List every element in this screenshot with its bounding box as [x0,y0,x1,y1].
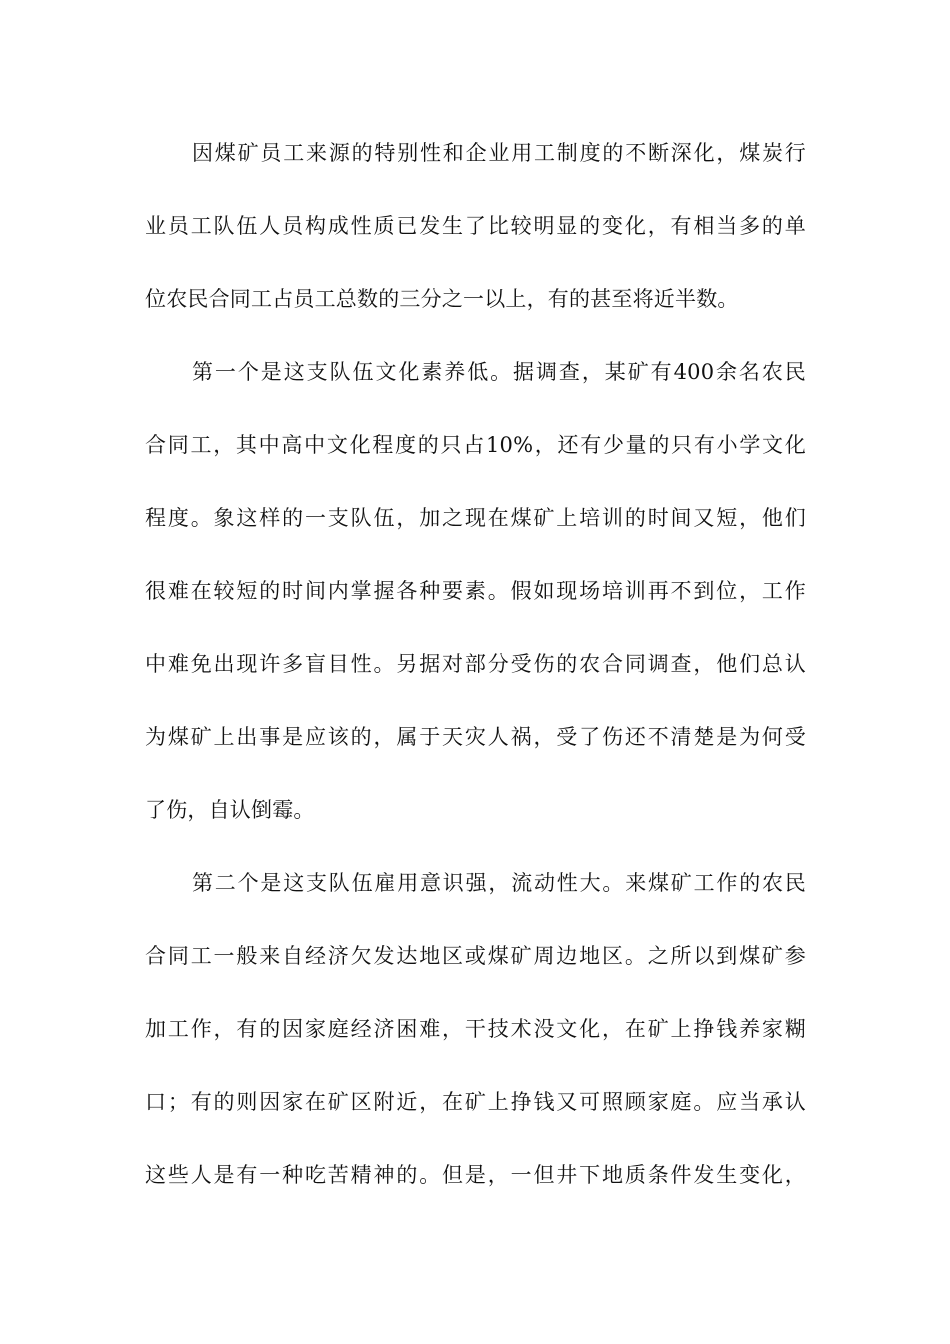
paragraph-3-line-4: 口；有的则因家在矿区附近，在矿上挣钱又可照顾家庭。应当承认 [145,1090,806,1114]
paragraph-1-line-3: 位农民合同工占员工总数的三分之一以上，有的甚至将近半数。 [145,287,739,311]
paragraph-2-line-5: 中难免出现许多盲目性。另据对部分受伤的农合同调查，他们总认 [145,652,806,676]
paragraph-3-line-3: 加工作，有的因家庭经济困难，干技术没文化，在矿上挣钱养家糊 [145,1017,806,1041]
paragraph-3-line-1: 第二个是这支队伍雇用意识强，流动性大。来煤矿工作的农民 [192,871,806,895]
paragraph-2-line-4: 很难在较短的时间内掌握各种要素。假如现场培训再不到位，工作 [145,579,806,603]
paragraph-2-line-1: 第一个是这支队伍文化素养低。据调查，某矿有400余名农民 [192,360,806,384]
paragraph-2-line-3: 程度。象这样的一支队伍，加之现在煤矿上培训的时间又短，他们 [145,506,806,530]
paragraph-2-line-7: 了伤，自认倒霉。 [145,798,315,822]
body-text [145,128,806,1223]
paragraph-2-line-6: 为煤矿上出事是应该的，属于天灾人祸，受了伤还不清楚是为何受 [145,725,806,749]
paragraph-3-line-2: 合同工一般来自经济欠发达地区或煤矿周边地区。之所以到煤矿参 [145,944,806,968]
paragraph-1-line-2: 业员工队伍人员构成性质已发生了比较明显的变化，有相当多的单 [145,214,806,238]
paragraph-3-line-5: 这些人是有一种吃苦精神的。但是，一但井下地质条件发生变化， [145,1163,806,1187]
paragraph-1-line-1: 因煤矿员工来源的特别性和企业用工制度的不断深化，煤炭行 [192,141,806,165]
paragraph-2-line-2: 合同工，其中高中文化程度的只占10%，还有少量的只有小学文化 [145,433,806,457]
